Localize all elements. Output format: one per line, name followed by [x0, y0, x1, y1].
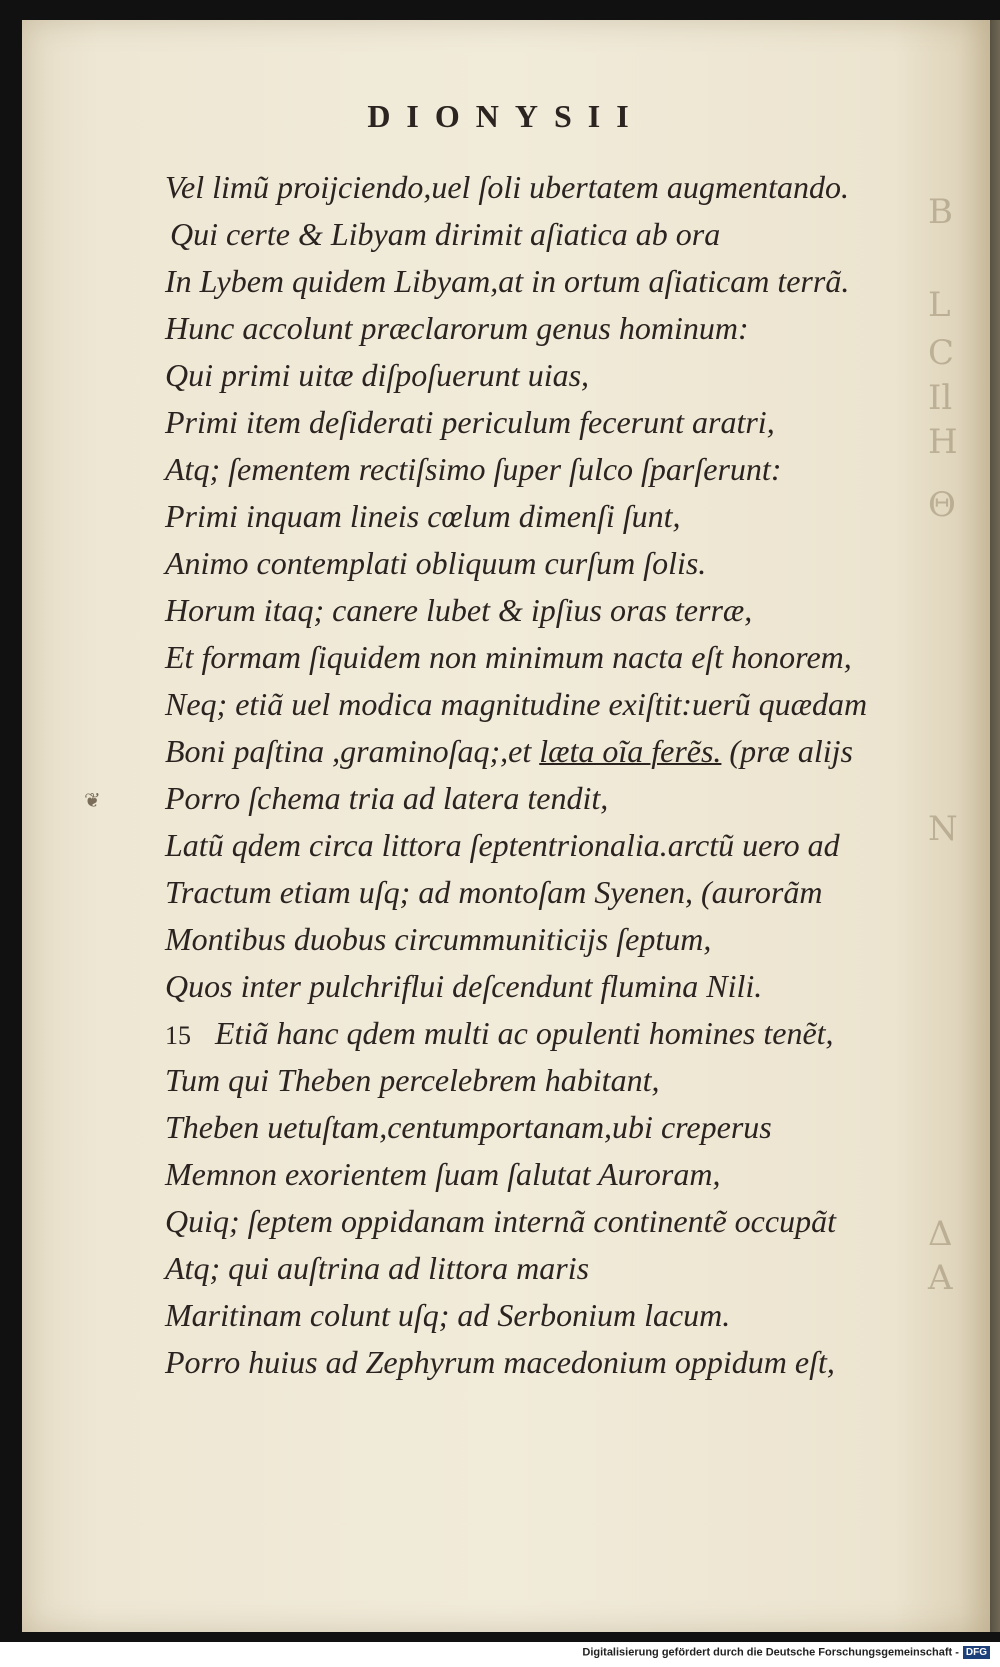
verse-line: [165, 1104, 940, 1151]
verse-line-text: Porro huius ad Zephyrum macedonium oppidum eſt,: [165, 1344, 835, 1380]
verse-line-text: Tum qui Theben percelebrem habitant,: [165, 1062, 660, 1098]
bleed-letter: Il: [928, 377, 953, 418]
verse-line-text: Theben uetuſtam,centumportanam,ubi creperus: [165, 1109, 772, 1145]
verse-line-text: Primi inquam lineis cœlum dimenſi ſunt,: [165, 498, 681, 534]
running-head: DIONYSII: [367, 98, 645, 134]
verse-line-text: Qui primi uitæ diſpoſuerunt uias,: [165, 357, 590, 393]
verse-text: [165, 164, 940, 1386]
verse-line-text: Atq; qui auſtrina ad littora maris: [165, 1250, 590, 1286]
verse-line: [165, 916, 940, 963]
line-number: 15: [165, 1021, 191, 1050]
verse-line-text: Primi item deſiderati periculum fecerunt aratri,: [165, 404, 775, 440]
verse-line-text: Vel limũ proijciendo,uel ſoli ubertatem augmentando.: [165, 169, 850, 205]
verse-line: [165, 493, 940, 540]
verse-line-text: Hunc accolunt præclarorum genus hominum:: [165, 310, 749, 346]
verse-line: [165, 775, 940, 822]
verse-line: [165, 352, 940, 399]
verse-line: [165, 963, 940, 1010]
verse-line: [165, 164, 940, 211]
verse-line: [165, 728, 940, 775]
verse-line: [165, 822, 940, 869]
verse-line-text: Quos inter pulchriflui deſcendunt flumina Nili.: [165, 968, 763, 1004]
verse-line: [165, 211, 940, 258]
verse-line-text: Qui certe & Libyam dirimit aſiatica ab ora: [170, 216, 721, 252]
bleed-letter: N: [928, 809, 958, 849]
verse-line: [165, 1198, 940, 1245]
credit-text: Digitalisierung gefördert durch die Deutsche Forschungsgemeinschaft -: [582, 1646, 959, 1659]
verse-line-text: Horum itaq; canere lubet & ipſius oras terræ,: [165, 592, 753, 628]
bleed-letter: B: [928, 192, 953, 232]
bleed-letter: C: [928, 333, 955, 373]
verse-line: [165, 399, 940, 446]
verse-line: [165, 869, 940, 916]
verse-line: [165, 1151, 940, 1198]
verse-line-text: In Lybem quidem Libyam,at in ortum aſiaticam terrã.: [165, 263, 850, 299]
verse-line-text: Porro ſchema tria ad latera tendit,: [165, 780, 609, 816]
verse-line-text: Montibus duobus circummuniticijs ſeptum,: [165, 921, 712, 957]
verse-line: [165, 446, 940, 493]
verse-line-text: Atq; ſementem rectiſsimo ſuper ſulco ſparſerunt:: [165, 451, 782, 487]
bleed-letter: Δ: [928, 1213, 953, 1254]
verse-line: [165, 1057, 940, 1104]
verse-line: [165, 258, 940, 305]
verse-line-text: Quiq; ſeptem oppidanam internã continentẽ occupãt: [165, 1203, 836, 1239]
bleed-letter: L: [928, 284, 951, 325]
underlined-annotation: læta oĩa ferẽs.: [539, 733, 722, 769]
verse-line: [165, 540, 940, 587]
verse-line: [165, 1292, 940, 1339]
dfg-logo: DFG: [963, 1646, 990, 1659]
bleed-letter: Θ: [928, 484, 956, 525]
verse-line: [165, 634, 940, 681]
margin-mark: ❦: [84, 788, 101, 812]
bleed-letter: H: [928, 422, 958, 462]
verse-line: [165, 305, 940, 352]
verse-line-text: Etiã hanc qdem multi ac opulenti homines tenẽt,: [215, 1015, 834, 1051]
verse-line: [165, 1245, 940, 1292]
verse-line: [165, 681, 940, 728]
verse-line-text: Boni paſtina ,graminoſaq;,et: [165, 733, 540, 769]
verse-line-text: Neq; etiã uel modica magnitudine exiſtit:uerũ quædam: [165, 686, 868, 722]
verse-line: [165, 1339, 940, 1386]
verse-line-text: Maritinam colunt uſq; ad Serbonium lacum.: [165, 1297, 731, 1333]
verse-line-text: Latũ qdem circa littora ſeptentrionalia.arctũ uero ad: [165, 827, 840, 863]
verse-line: [165, 587, 940, 634]
verse-line-text: (præ alijs: [721, 733, 853, 769]
verse-line: [165, 1010, 940, 1057]
bleed-letter: A: [928, 1258, 953, 1298]
verse-line-text: Et formam ſiquidem non minimum nacta eſt honorem,: [165, 639, 852, 675]
verse-line-text: Tractum etiam uſq; ad montoſam Syenen, (aurorãm: [165, 874, 823, 910]
verse-line-text: Memnon exorientem ſuam ſalutat Auroram,: [165, 1156, 721, 1192]
verse-line-text: Animo contemplati obliquum curſum ſolis.: [165, 545, 707, 581]
digitization-credit: [0, 1646, 990, 1659]
